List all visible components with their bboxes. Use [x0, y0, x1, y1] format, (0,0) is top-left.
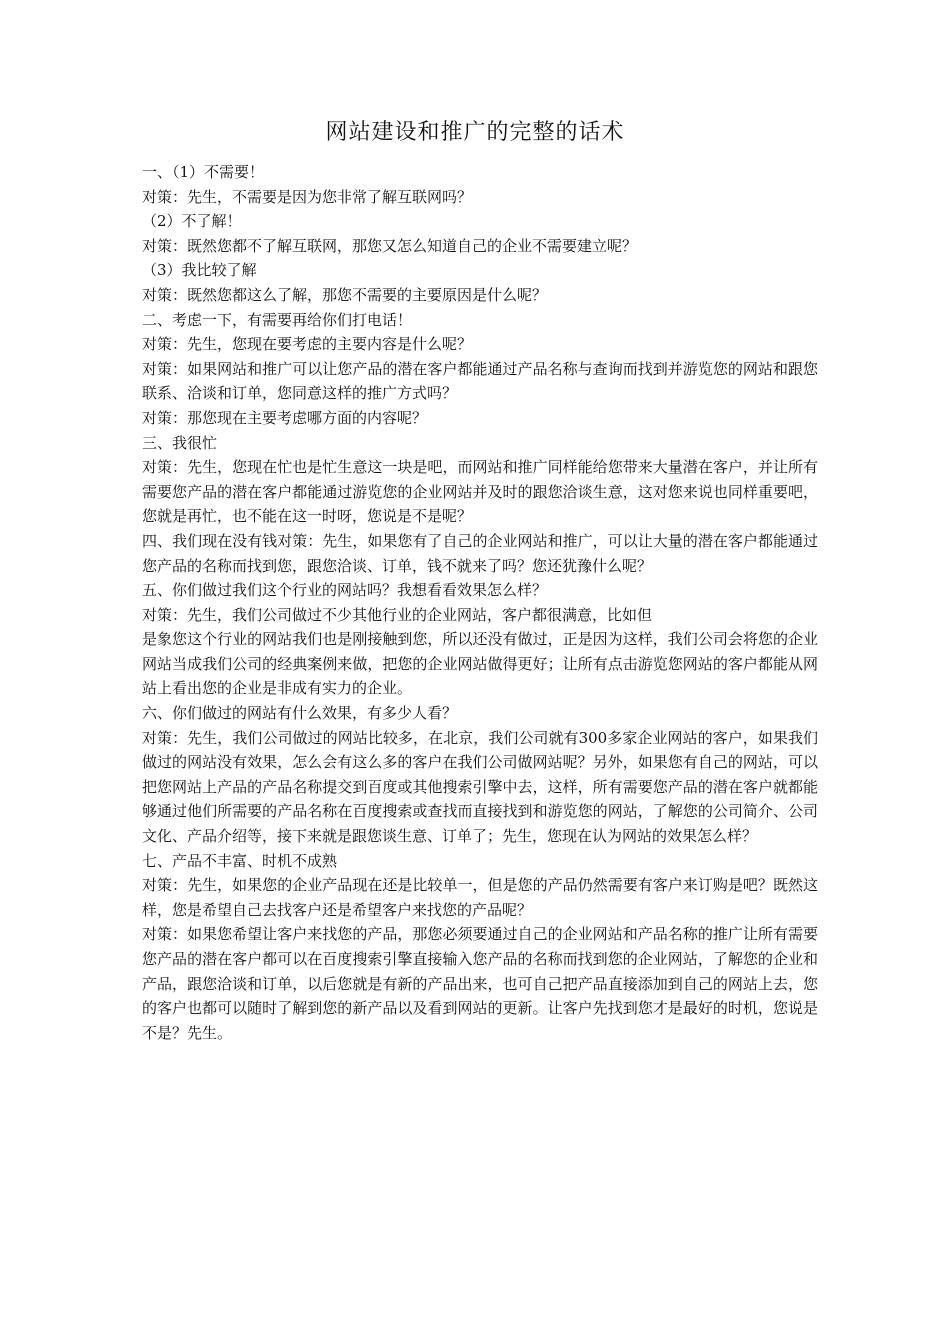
paragraph: 对策：先生，您现在忙也是忙生意这一块是吧，而网站和推广同样能给您带来大量潜在客户，并让所有需要您产品的潜在客户都能通过游览您的企业网站并及时的跟您洽谈生意，这对您来说也同样重要吧，您就是再忙，也不能在这一时呀，您说是不是呢？ — [142, 458, 818, 526]
paragraph: 五、你们做过我们这个行业的网站吗？我想看看效果怎么样？ — [142, 581, 548, 600]
document-body — [142, 160, 818, 1045]
paragraph: 六、你们做过的网站有什么效果，有多少人看？ — [142, 704, 458, 723]
paragraph: 七、产品不丰富、时机不成熟 — [142, 851, 338, 870]
paragraph: 一、（1）不需要！ — [142, 163, 265, 181]
paragraph: 三、我很忙 — [142, 433, 218, 452]
paragraph: 对策：如果网站和推广可以让您产品的潜在客户都能通过产品名称与查询而找到并游览您的网站和跟您联系、洽谈和订单，您同意这样的推广方式吗？ — [142, 359, 818, 403]
paragraph: 对策：如果您希望让客户来找您的产品，那您必须要通过自己的企业网站和产品名称的推广让所有需要您产品的潜在客户都可以在百度搜索引擎直接输入您产品的名称而找到您的企业网站，了解您的企业和产品，跟您洽谈和订单，以后您就是有新的产品出来，也可自己把产品直接添加到自己的网站上去，您的客户也都可以随时了解到您的新产品以及看到网站的更新。让客户先找到您才是最好的时机，您说是不是？先生。 — [142, 925, 818, 1042]
paragraph: 对策：先生，我们公司做过的网站比较多，在北京，我们公司就有300多家企业网站的客户，如果我们做过的网站没有效果，怎么会有这么多的客户在我们公司做网站呢？另外，如果您有自己的网站，可以把您网站上产品的产品名称提交到百度或其他搜索引擎中去，这样，所有需要您产品的潜在客户就都能够通过他们所需要的产品名称在百度搜索或查找而直接找到和游览您的网站，了解您的公司简介、公司文化、产品介绍等，接下来就是跟您谈生意、订单了；先生，您现在认为网站的效果怎么样？ — [142, 728, 818, 846]
paragraph: 对策：先生，不需要是因为您非常了解互联网吗？ — [142, 187, 473, 206]
paragraph: 是象您这个行业的网站我们也是刚接触到您，所以还没有做过，正是因为这样，我们公司会将您的企业网站当成我们公司的经典案例来做，把您的企业网站做得更好；让所有点击游览您网站的客户都能从网站上看出您的企业是非成有实力的企业。 — [142, 630, 818, 698]
paragraph: （3）我比较了解 — [142, 261, 257, 280]
document-title: 网站建设和推广的完整的话术 — [325, 120, 625, 145]
paragraph: 对策：先生，如果您的企业产品现在还是比较单一，但是您的产品仍然需要有客户来订购是吧？既然这样，您是希望自己去找客户还是希望客户来找您的产品呢？ — [142, 876, 818, 919]
paragraph: 对策：既然您都不了解互联网，那您又怎么知道自己的企业不需要建立呢？ — [142, 236, 638, 255]
paragraph: 对策：先生，您现在要考虑的主要内容是什么呢？ — [142, 335, 473, 354]
paragraph: （2）不了解！ — [142, 212, 242, 231]
paragraph: 对策：先生，我们公司做过不少其他行业的企业网站，客户都很满意，比如但 — [142, 605, 653, 624]
paragraph: 对策：那您现在主要考虑哪方面的内容呢？ — [142, 408, 428, 427]
paragraph: 四、我们现在没有钱对策：先生，如果您有了自己的企业网站和推广，可以让大量的潜在客户都能通过您产品的名称而找到您，跟您洽谈、订单，钱不就来了吗？您还犹豫什么呢？ — [142, 531, 818, 575]
paragraph: 对策：既然您都这么了解，那您不需要的主要原因是什么呢？ — [142, 285, 548, 304]
paragraph: 二、考虑一下，有需要再给你们打电话！ — [142, 310, 413, 329]
